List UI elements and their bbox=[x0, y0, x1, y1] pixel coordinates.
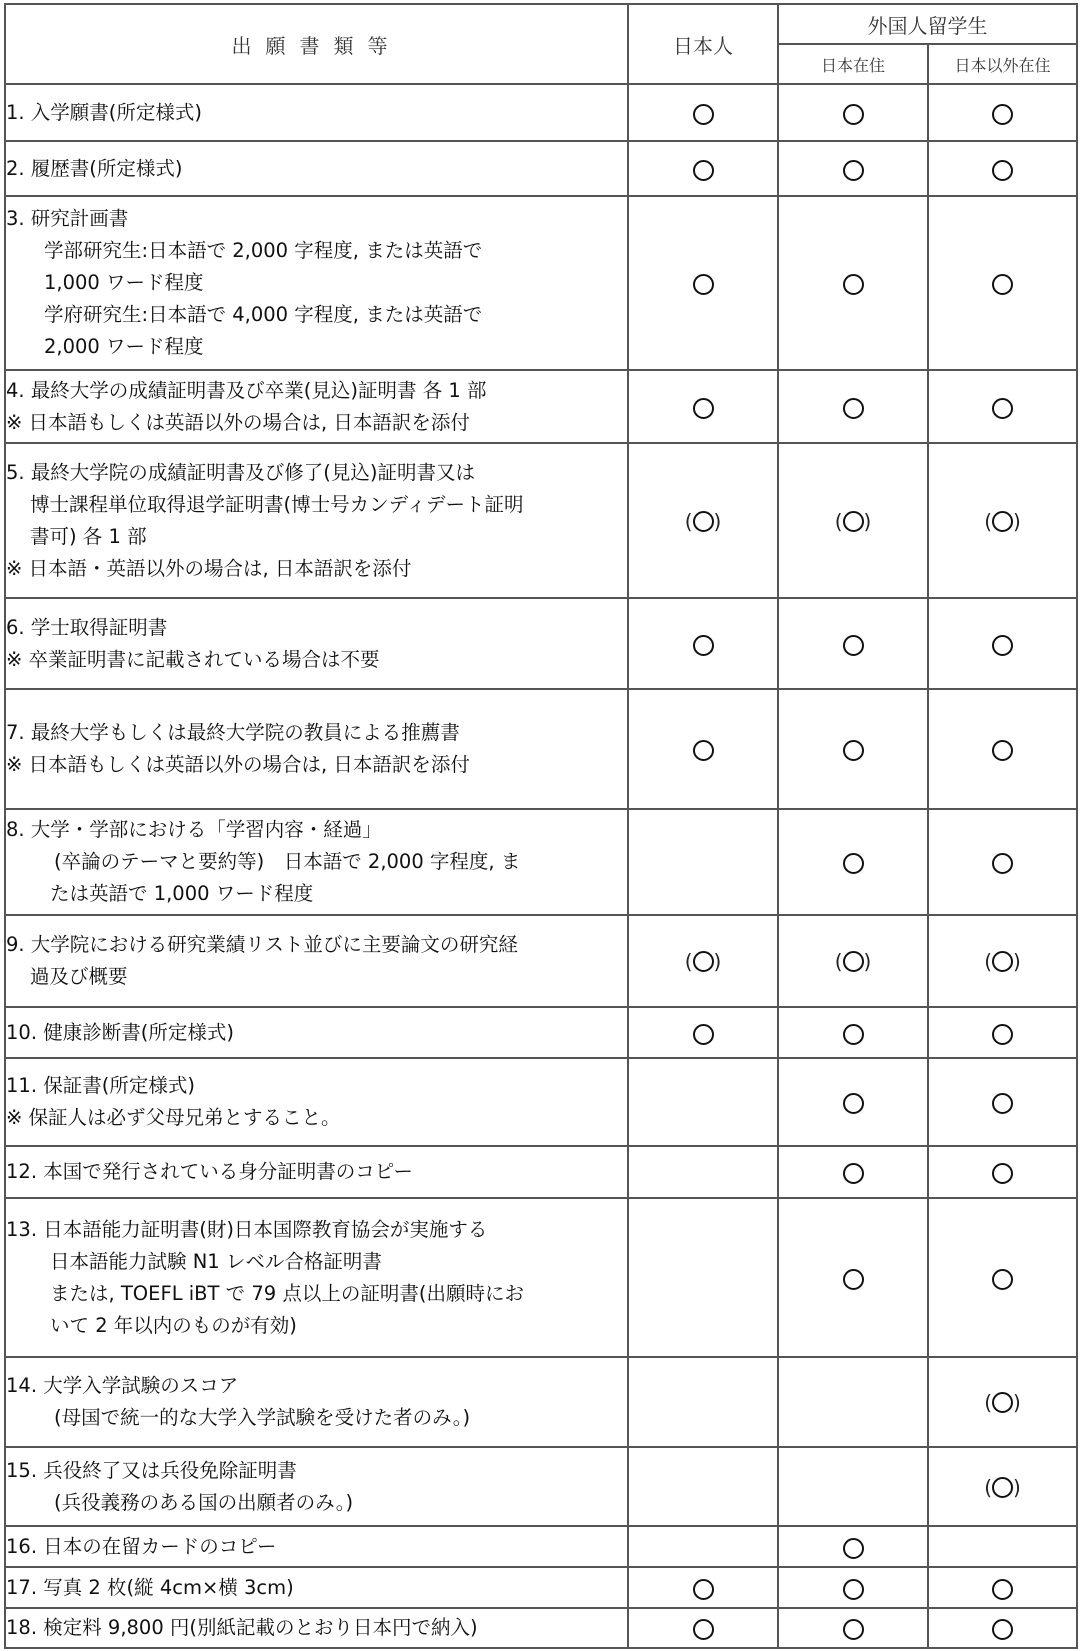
requirement-cell-outside bbox=[928, 141, 1077, 196]
required-circle-icon bbox=[843, 635, 864, 656]
document-text-line: 学部研究生:日本語で 2,000 字程度, または英語で bbox=[44, 239, 483, 262]
document-name-cell bbox=[5, 370, 628, 443]
required-circle-icon bbox=[843, 104, 864, 125]
required-circle-icon bbox=[843, 274, 864, 295]
requirement-cell-in-japan bbox=[778, 1007, 928, 1058]
close-paren: ) bbox=[863, 949, 872, 974]
open-paren: ( bbox=[984, 509, 992, 534]
document-text-line: 11. 保証書(所定様式) bbox=[6, 1074, 195, 1097]
required-circle-icon bbox=[992, 104, 1013, 125]
document-text-line: (母国で統一的な大学入学試験を受けた者のみ。) bbox=[54, 1406, 471, 1429]
document-text-line: 日本語能力試験 N1 レベル合格証明書 bbox=[50, 1249, 382, 1273]
document-name-cell bbox=[5, 915, 628, 1007]
document-name-cell bbox=[5, 1357, 628, 1447]
document-name-cell bbox=[5, 1146, 628, 1198]
requirement-cell-outside bbox=[928, 598, 1077, 689]
open-paren: ( bbox=[834, 949, 843, 974]
requirement-cell-in-japan bbox=[778, 1447, 928, 1526]
table-row bbox=[5, 1608, 1077, 1648]
requirement-cell-jp bbox=[628, 1007, 778, 1058]
required-circle-icon bbox=[693, 1619, 714, 1640]
required-circle-icon bbox=[843, 1579, 864, 1600]
table-row bbox=[5, 1357, 1077, 1447]
requirement-cell-outside bbox=[928, 689, 1077, 809]
table-row bbox=[5, 1058, 1077, 1146]
close-paren: ) bbox=[1013, 509, 1021, 534]
required-circle-icon bbox=[992, 853, 1013, 874]
requirement-cell-in-japan bbox=[778, 598, 928, 689]
close-paren: ) bbox=[713, 949, 722, 974]
document-name-cell bbox=[5, 1526, 628, 1567]
document-text-line: ※ 日本語もしくは英語以外の場合は, 日本語訳を添付 bbox=[6, 753, 470, 776]
required-circle-icon bbox=[693, 635, 714, 656]
document-name-cell bbox=[5, 1608, 628, 1648]
requirement-cell-jp bbox=[628, 915, 778, 1007]
document-name-cell bbox=[5, 443, 628, 598]
requirement-cell-jp bbox=[628, 141, 778, 196]
document-text-line: 12. 本国で発行されている身分証明書のコピー bbox=[6, 1160, 413, 1183]
table-row bbox=[5, 1146, 1077, 1198]
table-row bbox=[5, 598, 1077, 689]
required-circle-icon bbox=[843, 398, 864, 419]
document-name-cell bbox=[5, 1007, 628, 1058]
document-text-line: 16. 日本の在留カードのコピー bbox=[6, 1534, 277, 1558]
requirement-cell-in-japan bbox=[778, 1198, 928, 1357]
requirement-cell-outside bbox=[928, 1567, 1077, 1608]
required-circle-icon bbox=[843, 1024, 864, 1045]
document-text-line: 8. 大学・学部における「学習内容・経過」 bbox=[6, 818, 382, 841]
requirement-cell-jp bbox=[628, 443, 778, 598]
document-text-line: 5. 最終大学院の成績証明書及び修了(見込)証明書又は bbox=[6, 460, 476, 484]
document-name-cell bbox=[5, 84, 628, 141]
requirement-cell-jp bbox=[628, 1058, 778, 1146]
header-international-students: 外国人留学生 bbox=[778, 4, 1077, 44]
requirement-cell-outside bbox=[928, 1357, 1077, 1447]
requirement-cell-outside bbox=[928, 809, 1077, 915]
document-text-line: 6. 学士取得証明書 bbox=[6, 615, 168, 639]
requirement-cell-jp bbox=[628, 1608, 778, 1648]
requirement-cell-in-japan bbox=[778, 443, 928, 598]
required-circle-icon bbox=[693, 398, 714, 419]
required-circle-icon bbox=[843, 740, 864, 761]
close-paren: ) bbox=[1013, 1390, 1021, 1415]
requirement-cell-in-japan bbox=[778, 1357, 928, 1447]
document-text-line: 3. 研究計画書 bbox=[6, 207, 129, 230]
document-name-cell bbox=[5, 141, 628, 196]
required-circle-icon bbox=[693, 274, 714, 295]
document-text-line: (兵役義務のある国の出願者のみ。) bbox=[54, 1490, 354, 1514]
table-row bbox=[5, 915, 1077, 1007]
document-name-cell bbox=[5, 1567, 628, 1608]
table-row bbox=[5, 1447, 1077, 1526]
open-paren: ( bbox=[834, 509, 843, 534]
required-circle-icon bbox=[992, 740, 1013, 761]
requirement-cell-outside bbox=[928, 1198, 1077, 1357]
document-text-line: 学府研究生:日本語で 4,000 字程度, または英語で bbox=[44, 303, 483, 326]
table-row bbox=[5, 689, 1077, 809]
required-circle-icon bbox=[992, 635, 1013, 656]
required-circle-icon bbox=[843, 1093, 864, 1114]
required-circle-icon bbox=[693, 1579, 714, 1600]
requirement-cell-jp bbox=[628, 1526, 778, 1567]
conditional-circle-icon bbox=[693, 951, 714, 972]
open-paren: ( bbox=[684, 509, 693, 534]
requirement-cell-in-japan bbox=[778, 915, 928, 1007]
document-text-line: または, TOEFL iBT で 79 点以上の証明書(出願時にお bbox=[50, 1281, 524, 1305]
header-in-japan: 日本在住 bbox=[778, 44, 928, 84]
requirement-cell-jp bbox=[628, 689, 778, 809]
requirement-cell-in-japan bbox=[778, 1146, 928, 1198]
table-row bbox=[5, 1007, 1077, 1058]
requirement-cell-outside bbox=[928, 443, 1077, 598]
required-circle-icon bbox=[843, 1163, 864, 1184]
document-text-line: 2. 履歴書(所定様式) bbox=[6, 156, 183, 180]
required-circle-icon bbox=[693, 160, 714, 181]
application-documents-table bbox=[4, 3, 1078, 1649]
document-text-line: 17. 写真 2 枚(縦 4cm×横 3cm) bbox=[6, 1575, 294, 1599]
document-text-line: 14. 大学入学試験のスコア bbox=[6, 1374, 239, 1397]
document-text-line: 7. 最終大学もしくは最終大学院の教員による推薦書 bbox=[6, 721, 460, 744]
required-circle-icon bbox=[992, 1579, 1013, 1600]
requirement-cell-in-japan bbox=[778, 1567, 928, 1608]
conditional-circle-icon bbox=[843, 511, 864, 532]
requirement-cell-outside bbox=[928, 1058, 1077, 1146]
requirement-cell-outside bbox=[928, 1447, 1077, 1526]
requirement-cell-outside bbox=[928, 1526, 1077, 1567]
requirement-cell-jp bbox=[628, 1447, 778, 1526]
document-name-cell bbox=[5, 196, 628, 370]
conditional-circle-icon bbox=[992, 1392, 1013, 1413]
requirement-cell-in-japan bbox=[778, 1526, 928, 1567]
document-text-line: 1,000 ワード程度 bbox=[44, 271, 204, 294]
open-paren: ( bbox=[984, 1390, 992, 1415]
table-row bbox=[5, 1198, 1077, 1357]
required-circle-icon bbox=[992, 1269, 1013, 1290]
document-text-line: 18. 検定料 9,800 円(別紙記載のとおり日本円で納入) bbox=[6, 1616, 478, 1639]
document-text-line: 9. 大学院における研究業績リスト並びに主要論文の研究経 bbox=[6, 933, 518, 956]
requirement-cell-in-japan bbox=[778, 809, 928, 915]
required-circle-icon bbox=[843, 1538, 864, 1559]
requirement-cell-outside bbox=[928, 84, 1077, 141]
document-name-cell bbox=[5, 689, 628, 809]
required-circle-icon bbox=[992, 1024, 1013, 1045]
open-paren: ( bbox=[684, 949, 693, 974]
close-paren: ) bbox=[1013, 1475, 1021, 1500]
table-row bbox=[5, 1567, 1077, 1608]
requirement-cell-jp bbox=[628, 1567, 778, 1608]
document-text-line: 15. 兵役終了又は兵役免除証明書 bbox=[6, 1458, 297, 1482]
requirement-cell-jp bbox=[628, 196, 778, 370]
conditional-circle-icon bbox=[992, 1477, 1013, 1498]
requirement-cell-jp bbox=[628, 1146, 778, 1198]
table-row bbox=[5, 1526, 1077, 1567]
document-text-line: 書可) 各 1 部 bbox=[30, 524, 147, 548]
document-text-line: たは英語で 1,000 ワード程度 bbox=[50, 882, 314, 905]
requirement-cell-in-japan bbox=[778, 1058, 928, 1146]
required-circle-icon bbox=[992, 160, 1013, 181]
required-circle-icon bbox=[992, 398, 1013, 419]
requirement-cell-outside bbox=[928, 370, 1077, 443]
conditional-circle-icon bbox=[992, 511, 1013, 532]
document-name-cell bbox=[5, 1447, 628, 1526]
required-circle-icon bbox=[992, 1619, 1013, 1640]
document-text-line: 過及び概要 bbox=[30, 965, 128, 988]
requirement-cell-outside bbox=[928, 1608, 1077, 1648]
header-outside-japan: 日本以外在住 bbox=[928, 44, 1077, 84]
document-text-line: 10. 健康診断書(所定様式) bbox=[6, 1020, 234, 1044]
required-circle-icon bbox=[992, 1163, 1013, 1184]
required-circle-icon bbox=[693, 104, 714, 125]
required-circle-icon bbox=[843, 160, 864, 181]
close-paren: ) bbox=[713, 509, 722, 534]
close-paren: ) bbox=[1013, 949, 1021, 974]
document-text-line: ※ 日本語もしくは英語以外の場合は, 日本語訳を添付 bbox=[6, 410, 470, 434]
conditional-circle-icon bbox=[843, 951, 864, 972]
requirement-cell-in-japan bbox=[778, 196, 928, 370]
requirement-cell-outside bbox=[928, 1146, 1077, 1198]
requirement-cell-outside bbox=[928, 1007, 1077, 1058]
required-circle-icon bbox=[693, 740, 714, 761]
document-text-line: 2,000 ワード程度 bbox=[44, 335, 204, 358]
requirement-cell-in-japan bbox=[778, 370, 928, 443]
requirement-cell-jp bbox=[628, 809, 778, 915]
requirement-cell-in-japan bbox=[778, 84, 928, 141]
table-row bbox=[5, 84, 1077, 141]
document-text-line: いて 2 年以内のものが有効) bbox=[50, 1313, 297, 1337]
requirement-cell-in-japan bbox=[778, 689, 928, 809]
conditional-circle-icon bbox=[693, 511, 714, 532]
requirement-cell-in-japan bbox=[778, 1608, 928, 1648]
document-text-line: 博士課程単位取得退学証明書(博士号カンディデート証明 bbox=[30, 492, 524, 516]
close-paren: ) bbox=[863, 509, 872, 534]
requirement-cell-outside bbox=[928, 915, 1077, 1007]
required-circle-icon bbox=[693, 1024, 714, 1045]
document-name-cell bbox=[5, 809, 628, 915]
requirement-cell-jp bbox=[628, 1198, 778, 1357]
document-text-line: 1. 入学願書(所定様式) bbox=[6, 100, 203, 124]
requirement-cell-jp bbox=[628, 84, 778, 141]
open-paren: ( bbox=[984, 1475, 992, 1500]
table-row bbox=[5, 443, 1077, 598]
open-paren: ( bbox=[984, 949, 992, 974]
table-row bbox=[5, 141, 1077, 196]
document-name-cell bbox=[5, 1058, 628, 1146]
table-row bbox=[5, 196, 1077, 370]
required-circle-icon bbox=[843, 1269, 864, 1290]
header-japanese: 日本人 bbox=[628, 4, 778, 84]
document-text-line: 13. 日本語能力証明書(財)日本国際教育協会が実施する bbox=[6, 1217, 488, 1241]
required-circle-icon bbox=[843, 1619, 864, 1640]
document-text-line: ※ 日本語・英語以外の場合は, 日本語訳を添付 bbox=[6, 556, 412, 580]
document-text-line: 4. 最終大学の成績証明書及び卒業(見込)証明書 各 1 部 bbox=[6, 378, 487, 402]
conditional-circle-icon bbox=[992, 951, 1013, 972]
document-text-line: ※ 保証人は必ず父母兄弟とすること。 bbox=[6, 1106, 341, 1129]
required-circle-icon bbox=[992, 274, 1013, 295]
requirement-cell-jp bbox=[628, 598, 778, 689]
document-text-line: ※ 卒業証明書に記載されている場合は不要 bbox=[6, 647, 380, 671]
requirement-cell-outside bbox=[928, 196, 1077, 370]
header-documents: 出願書類等 bbox=[5, 4, 628, 84]
table-row bbox=[5, 809, 1077, 915]
document-name-cell bbox=[5, 598, 628, 689]
document-name-cell bbox=[5, 1198, 628, 1357]
requirement-cell-in-japan bbox=[778, 141, 928, 196]
requirement-cell-jp bbox=[628, 370, 778, 443]
document-text-line: (卒論のテーマと要約等) 日本語で 2,000 字程度, ま bbox=[54, 850, 521, 873]
required-circle-icon bbox=[992, 1093, 1013, 1114]
required-circle-icon bbox=[843, 853, 864, 874]
table-row bbox=[5, 370, 1077, 443]
requirement-cell-jp bbox=[628, 1357, 778, 1447]
